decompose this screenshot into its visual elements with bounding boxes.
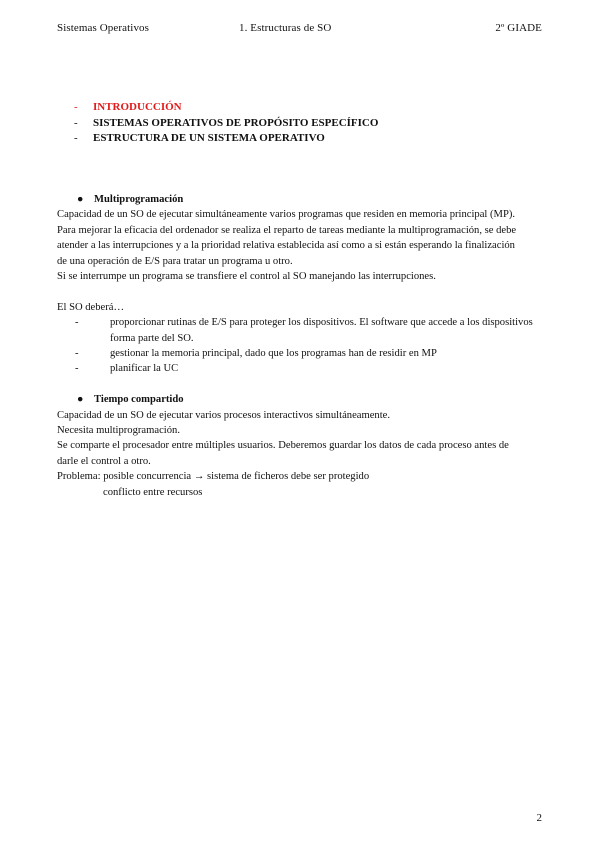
list-item xyxy=(57,346,543,361)
paragraph-line: darle el control a otro. xyxy=(57,455,151,467)
section-title-tiempo-compartido xyxy=(57,392,543,407)
paragraph-line: Capacidad de un SO de ejecutar varios procesos interactivos simultáneamente. xyxy=(57,409,390,421)
table-of-contents xyxy=(74,100,378,147)
paragraph-line: atender a las interrupciones y a la prioridad relativa establecida así como a si están esperando la finalización xyxy=(57,240,515,252)
header-chapter: 1. Estructuras de SO xyxy=(239,22,332,34)
toc-item-label: SISTEMAS OPERATIVOS DE PROPÓSITO ESPECÍFICO xyxy=(93,116,379,129)
paragraph-line: Si se interrumpe un programa se transfiere el control al SO manejando las interrupciones. xyxy=(57,271,436,283)
toc-item-label: ESTRUCTURA DE UN SISTEMA OPERATIVO xyxy=(93,132,325,144)
toc-dash: - xyxy=(74,116,78,129)
list-item-text: planificar la UC xyxy=(110,363,179,375)
list-dash: - xyxy=(75,348,79,360)
section-title-label: Tiempo compartido xyxy=(94,394,184,406)
toc-item-proposito-especifico xyxy=(74,116,378,132)
bullet-icon: ● xyxy=(77,394,84,406)
paragraph-line: Para mejorar la eficacia del ordenador se realiza el reparto de tareas mediante la multiprogramación, se debe xyxy=(57,224,517,236)
bullet-icon: ● xyxy=(77,194,84,205)
page-number: 2 xyxy=(536,812,542,824)
list-item-text: proporcionar rutinas de E/S para proteger los dispositivos. El software que accede a los dispositivos forma parte del SO. xyxy=(110,317,533,344)
section-title-multiprogramacion xyxy=(57,192,543,207)
section-title-label: Multiprogramación xyxy=(94,194,184,205)
list-intro: El SO deberá… xyxy=(57,301,125,313)
list-item-text: gestionar la memoria principal, dado que los programas han de residir en MP xyxy=(110,348,437,360)
paragraph-line: Capacidad de un SO de ejecutar simultáneamente varios programas que residen en memoria principal (MP). xyxy=(57,209,516,221)
toc-dash: - xyxy=(74,132,78,144)
toc-item-label: INTRODUCCIÓN xyxy=(93,101,182,113)
header-course: Sistemas Operativos xyxy=(57,22,150,34)
list-dash: - xyxy=(75,363,79,375)
toc-item-estructura xyxy=(74,131,378,147)
duties-list xyxy=(57,315,543,377)
toc-dash: - xyxy=(74,101,78,113)
paragraph-line-continuation: conflicto entre recursos xyxy=(103,486,203,498)
list-item xyxy=(57,361,543,376)
document-body xyxy=(57,192,543,500)
toc-item-introduccion xyxy=(74,100,378,116)
list-item xyxy=(57,315,543,346)
paragraph-line: Necesita multiprogramación. xyxy=(57,425,180,437)
header-group: 2º GIADE xyxy=(495,22,542,34)
paragraph-line: Problema: posible concurrencia → sistema de ficheros debe ser protegido xyxy=(57,471,370,483)
paragraph-line: Se comparte el procesador entre múltiples usuarios. Deberemos guardar los datos de cada proceso antes de xyxy=(57,440,509,452)
paragraph-line: de una operación de E/S para tratar un programa u otro. xyxy=(57,255,293,267)
list-dash: - xyxy=(75,317,79,329)
